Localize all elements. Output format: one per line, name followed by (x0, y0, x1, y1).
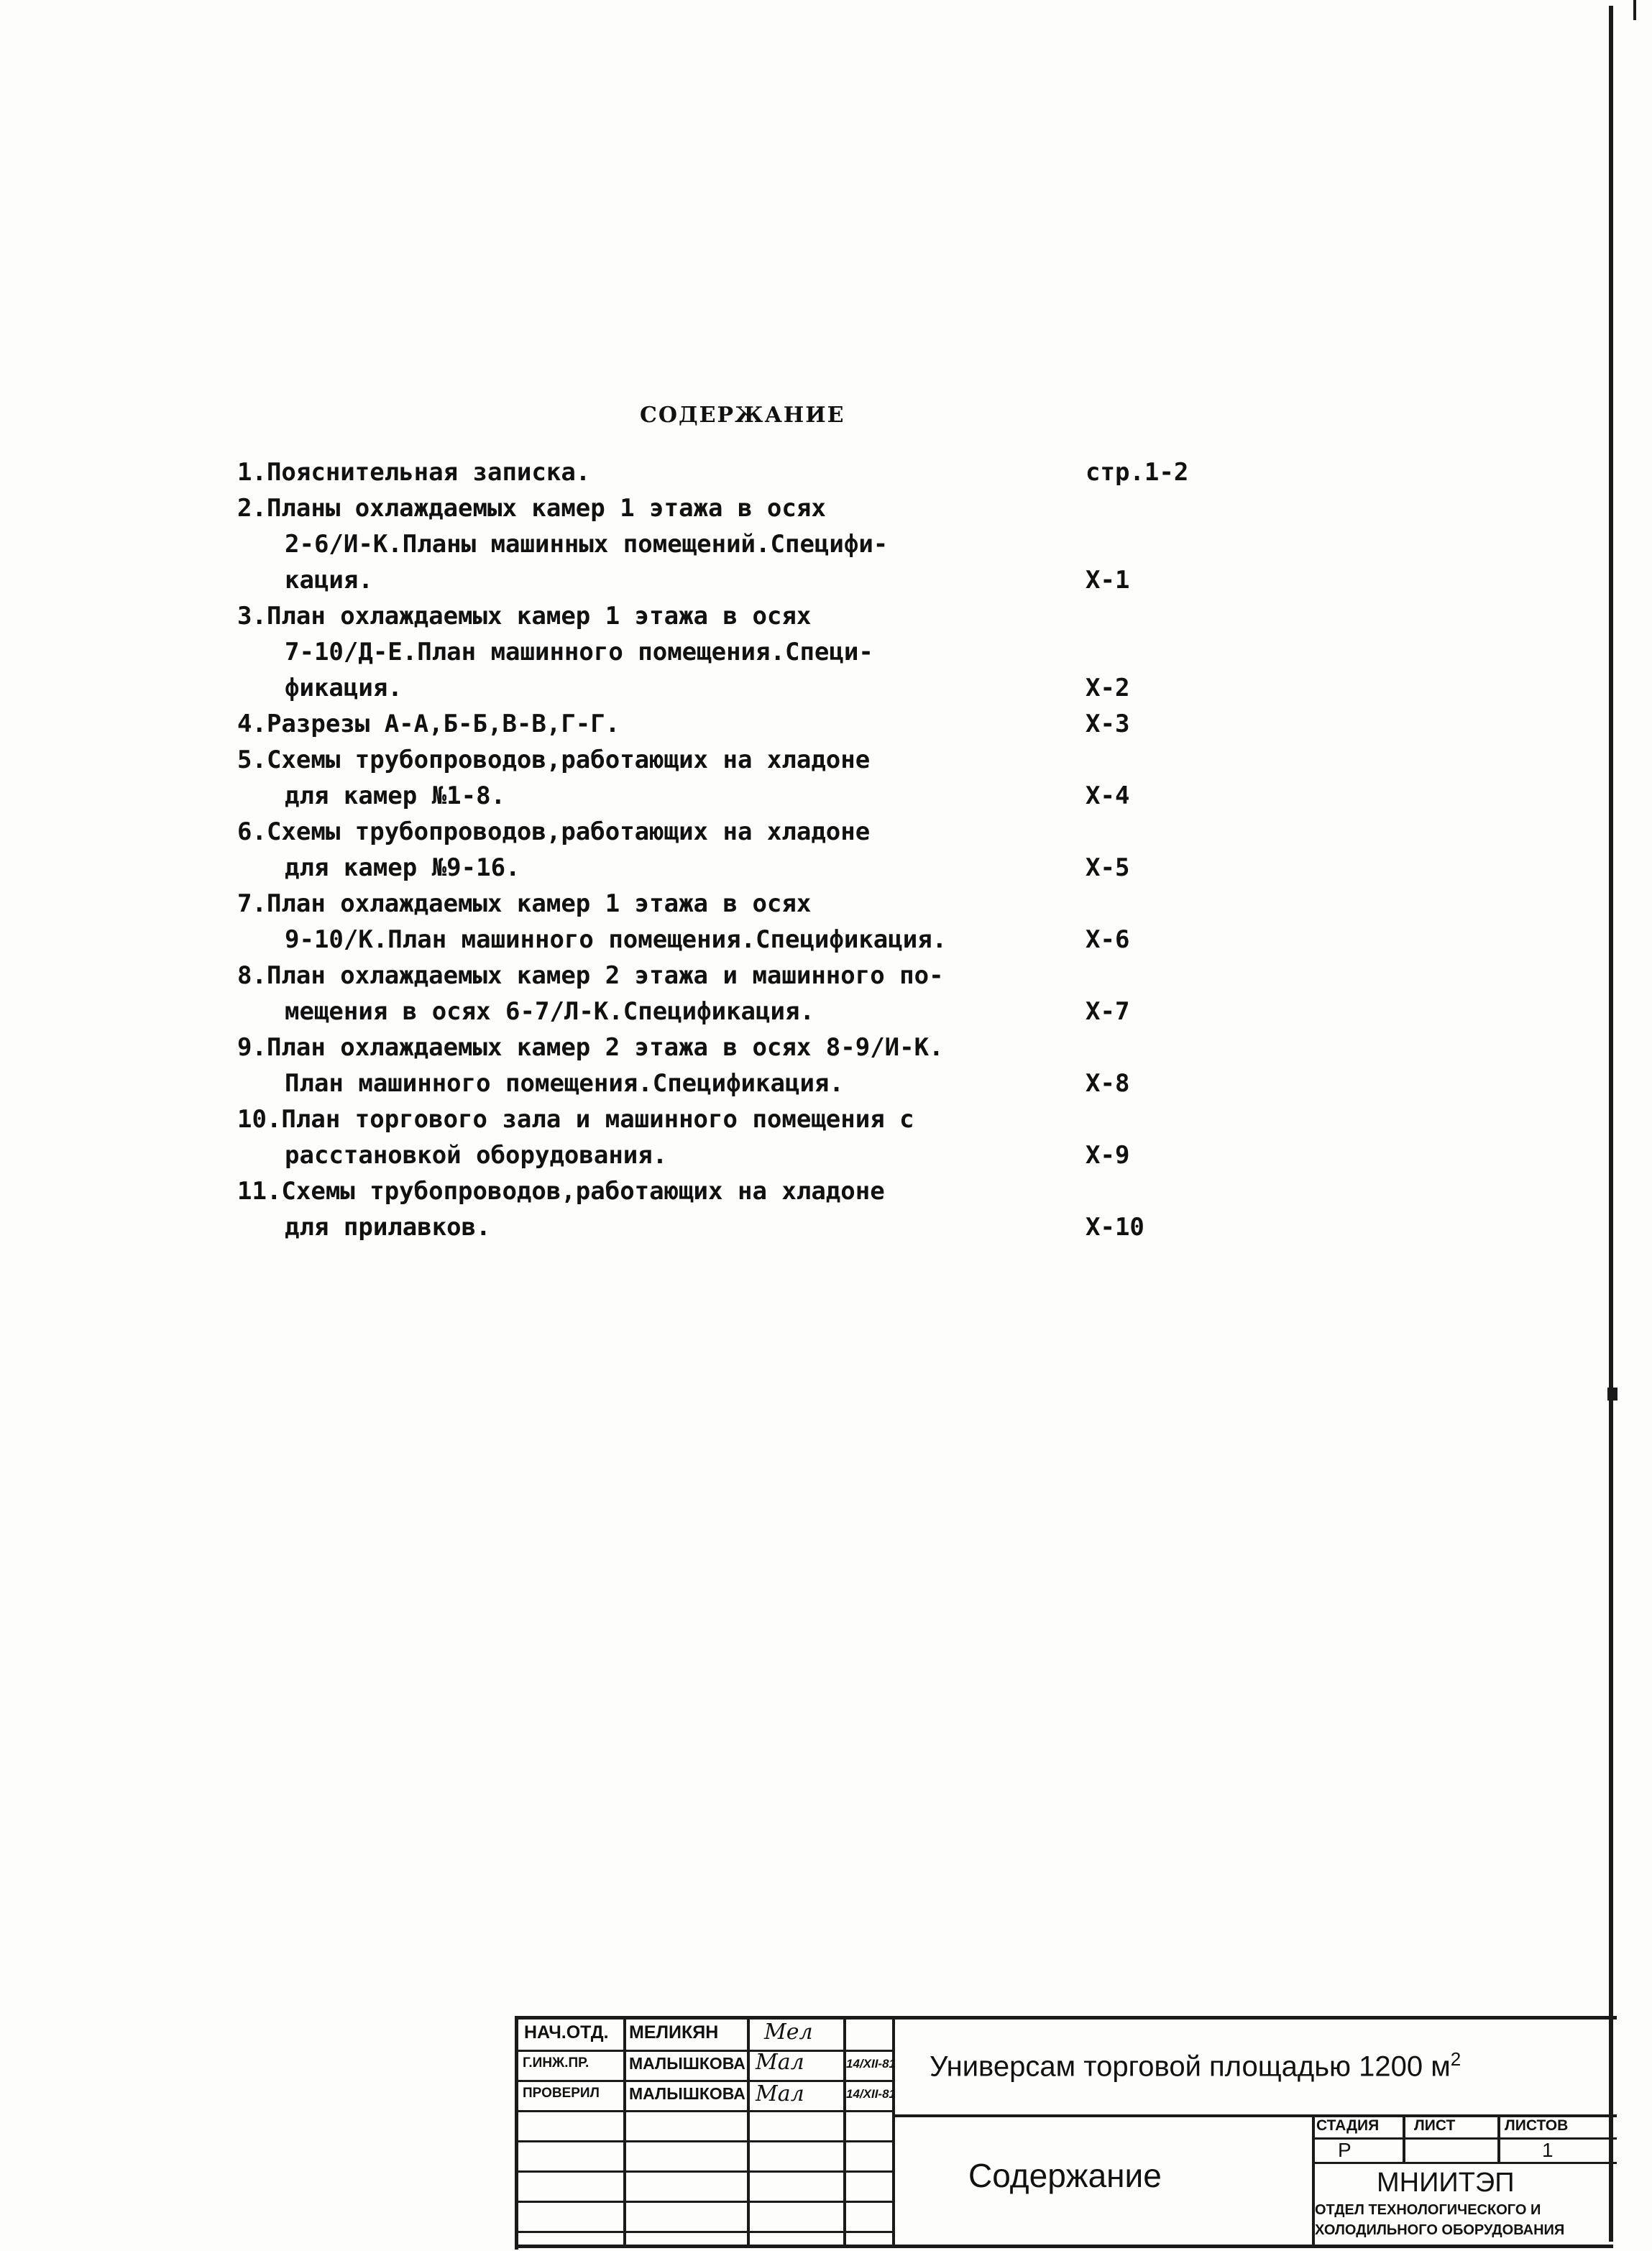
toc-entry-text (237, 886, 1086, 958)
toc-entry-text (237, 814, 1086, 886)
tb-vline-name (747, 2020, 750, 2246)
toc-entry-line: для камер №1-8. (285, 781, 506, 810)
toc-entry-text (237, 1101, 1086, 1173)
toc-entry-line: фикация. (285, 674, 403, 702)
toc-entry (237, 490, 1193, 598)
toc-entry-line: расстановкой оборудования. (285, 1141, 668, 1170)
tb-hline (518, 2231, 892, 2233)
toc-entry (237, 1173, 1193, 1245)
toc-entry (237, 814, 1193, 886)
toc-entry-page: Х-2 (1086, 674, 1130, 702)
toc-entry-page: Х-1 (1086, 566, 1130, 595)
toc-entry-line: 9.План охлаждаемых камер 2 этажа в осях 8-9/И-К. (237, 1033, 944, 1062)
tb-vline-role (623, 2020, 626, 2246)
signature-checked: Мал (756, 2081, 804, 2106)
title-block (515, 2016, 1617, 2250)
sheet-name: Содержание (968, 2157, 1162, 2194)
dept-line-2: ХОЛОДИЛЬНОГО ОБОРУДОВАНИЯ (1315, 2222, 1565, 2238)
toc-entry-line: 2-6/И-К.Планы машинных помещений.Специфи- (285, 530, 889, 559)
frame-right-border (1609, 6, 1613, 2242)
toc-entry-line: 3.План охлаждаемых камер 1 этажа в осях (237, 602, 812, 631)
toc-entry (237, 598, 1193, 706)
dept-line-1: ОТДЕЛ ТЕХНОЛОГИЧЕСКОГО И (1315, 2202, 1541, 2218)
role-checked: ПРОВЕРИЛ (523, 2086, 600, 2101)
project-title (930, 2048, 1461, 2083)
toc-entry (237, 886, 1193, 958)
toc-entry-page: Х-6 (1086, 925, 1130, 954)
table-of-contents (237, 454, 1193, 1245)
toc-title: СОДЕРЖАНИЕ (640, 403, 845, 428)
toc-entry (237, 706, 1193, 742)
toc-entry-page: Х-10 (1086, 1213, 1144, 1242)
org-name: МНИИТЭП (1377, 2168, 1515, 2198)
toc-entry-line: 8.План охлаждаемых камер 2 этажа и машинного по- (237, 961, 944, 990)
role-head-dept: НАЧ.ОТД. (524, 2022, 609, 2043)
tb-hline (518, 2110, 892, 2112)
signature-chief-engineer: Мал (756, 2050, 804, 2075)
name-chief-engineer: МАЛЫШКОВА (629, 2054, 745, 2073)
tb-hline (518, 2140, 892, 2142)
toc-entry-text (237, 1030, 1086, 1101)
toc-entry-line: для камер №9-16. (285, 853, 520, 882)
project-title-text: Универсам торговой площадью 1200 м (930, 2050, 1451, 2083)
header-sheets: ЛИСТОВ (1505, 2117, 1569, 2134)
tb-hline-values (1312, 2162, 1617, 2164)
date-chief-engineer: 14/XII-81 (846, 2057, 896, 2071)
toc-entry-page: Х-7 (1086, 997, 1130, 1026)
toc-entry-text (237, 742, 1086, 814)
stage-value: Р (1338, 2139, 1352, 2161)
project-title-sup: 2 (1450, 2048, 1461, 2070)
tb-hline (518, 2050, 892, 2052)
signature-head-dept: Мел (764, 2020, 813, 2045)
role-chief-engineer: Г.ИНЖ.ПР. (523, 2055, 589, 2071)
header-stage: СТАДИЯ (1316, 2117, 1380, 2134)
date-checked: 14/XII-81 (846, 2087, 896, 2101)
tb-vline-date (892, 2020, 895, 2246)
tb-vline-sign (843, 2020, 846, 2246)
toc-entry-line: 4.Разрезы А-А,Б-Б,В-В,Г-Г. (237, 710, 620, 738)
toc-entry-text (237, 490, 1086, 598)
toc-entry-line: 2.Планы охлаждаемых камер 1 этажа в осях (237, 494, 826, 523)
toc-entry-text (237, 706, 1086, 742)
toc-entry-line: 10.План торгового зала и машинного помещения с (237, 1105, 914, 1134)
toc-entry-page: Х-4 (1086, 781, 1130, 810)
toc-entry-line: кация. (285, 566, 373, 595)
toc-entry (237, 1101, 1193, 1173)
header-sheet: ЛИСТ (1414, 2117, 1456, 2134)
toc-entry-line: для прилавков. (285, 1213, 491, 1242)
toc-entry-line: 7.План охлаждаемых камер 1 этажа в осях (237, 889, 812, 918)
tb-hline (518, 2201, 892, 2203)
name-head-dept: МЕЛИКЯН (629, 2022, 719, 2043)
toc-entry-text (237, 1173, 1086, 1245)
toc-entry-line: 1.Пояснительная записка. (237, 458, 591, 487)
toc-entry-page: Х-8 (1086, 1069, 1130, 1098)
toc-entry-page: Х-9 (1086, 1141, 1130, 1170)
toc-entry-line: 6.Схемы трубопроводов,работающих на хладоне (237, 817, 871, 846)
toc-entry-line: 7-10/Д-Е.План машинного помещения.Специ- (285, 638, 873, 666)
toc-entry-text (237, 958, 1086, 1030)
toc-entry (237, 958, 1193, 1030)
toc-entry-line: 11.Схемы трубопроводов,работающих на хладоне (237, 1177, 885, 1206)
sheets-value: 1 (1542, 2139, 1554, 2161)
toc-entry-page: Х-3 (1086, 710, 1130, 738)
toc-entry-text (237, 598, 1086, 706)
toc-entry-page: Х-5 (1086, 853, 1130, 882)
tb-hline (518, 2170, 892, 2173)
toc-entry (237, 742, 1193, 814)
toc-entry-page: стр.1-2 (1086, 458, 1189, 487)
toc-entry-line: 5.Схемы трубопроводов,работающих на хладоне (237, 746, 871, 774)
toc-entry-line: мещения в осях 6-7/Л-К.Спецификация. (285, 997, 814, 1026)
frame-edge-tick (1633, 0, 1636, 20)
toc-entry-text (237, 454, 1086, 490)
toc-entry (237, 1030, 1193, 1101)
tb-hline (518, 2080, 892, 2082)
toc-entry-line: План машинного помещения.Спецификация. (285, 1069, 844, 1098)
toc-entry (237, 454, 1193, 490)
name-checked: МАЛЫШКОВА (629, 2084, 745, 2103)
edge-mark (1607, 1388, 1617, 1400)
toc-entry-line: 9-10/К.План машинного помещения.Спецификация. (285, 925, 947, 954)
tb-hline-headers (1312, 2137, 1617, 2140)
